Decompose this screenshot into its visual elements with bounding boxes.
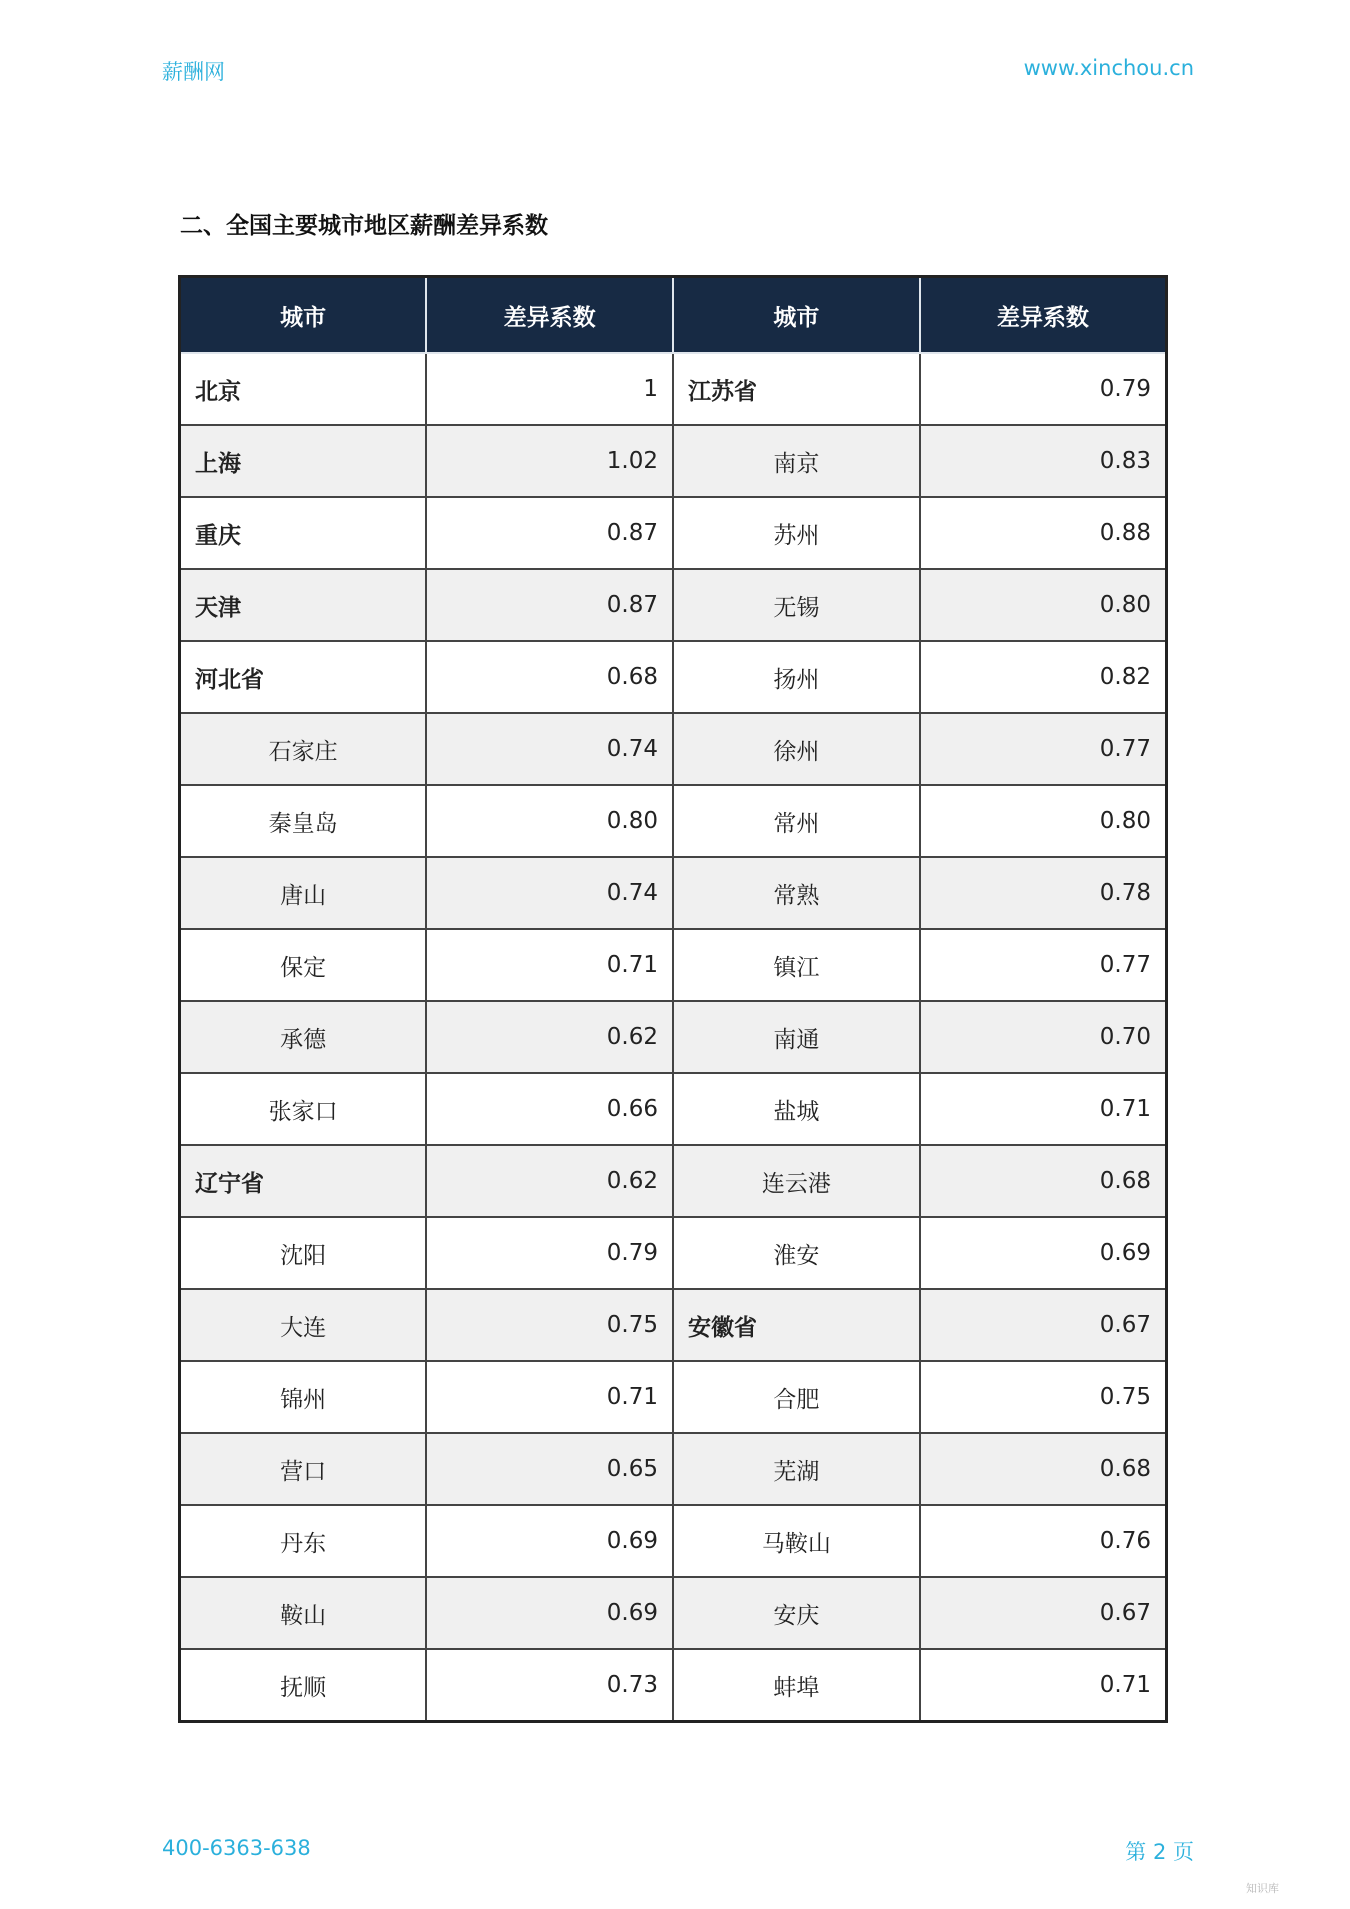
coefficient-cell: 0.79 [920,353,1167,425]
table-row [180,857,1167,929]
coefficient-cell: 0.76 [920,1505,1167,1577]
city-cell: 承德 [180,1001,427,1073]
province-cell: 江苏省 [673,353,920,425]
city-cell: 马鞍山 [673,1505,920,1577]
coefficient-cell: 0.88 [920,497,1167,569]
watermark: 知识库 [1246,1882,1279,1895]
footer-phone: 400-6363-638 [162,1836,311,1860]
table-row [180,1145,1167,1217]
city-cell: 盐城 [673,1073,920,1145]
coefficient-cell: 0.80 [920,569,1167,641]
city-cell: 苏州 [673,497,920,569]
coefficient-cell: 0.80 [426,785,673,857]
city-cell: 合肥 [673,1361,920,1433]
column-header: 城市 [180,277,427,354]
table-row [180,425,1167,497]
table-row [180,497,1167,569]
table-row [180,569,1167,641]
coefficient-cell: 0.71 [426,929,673,1001]
city-cell: 安庆 [673,1577,920,1649]
province-cell: 重庆 [180,497,427,569]
city-cell: 张家口 [180,1073,427,1145]
table-row [180,1361,1167,1433]
table-row [180,1649,1167,1722]
coefficient-cell: 0.73 [426,1649,673,1722]
coefficient-cell: 0.71 [920,1649,1167,1722]
table-body [180,353,1167,1722]
coefficient-cell: 0.69 [426,1505,673,1577]
city-cell: 鞍山 [180,1577,427,1649]
column-header: 差异系数 [920,277,1167,354]
coefficient-cell: 0.78 [920,857,1167,929]
province-cell: 安徽省 [673,1289,920,1361]
coefficient-cell: 0.82 [920,641,1167,713]
coefficient-cell: 0.68 [920,1433,1167,1505]
table-row [180,1505,1167,1577]
coefficient-cell: 0.65 [426,1433,673,1505]
site-name: 薪酬网 [162,60,225,84]
table-header-row [180,277,1167,354]
city-cell: 保定 [180,929,427,1001]
coefficient-cell: 0.67 [920,1289,1167,1361]
coefficient-cell: 0.87 [426,497,673,569]
table-row [180,713,1167,785]
coefficient-cell: 0.71 [426,1361,673,1433]
city-cell: 大连 [180,1289,427,1361]
city-cell: 南京 [673,425,920,497]
city-cell: 常州 [673,785,920,857]
city-cell: 连云港 [673,1145,920,1217]
city-cell: 唐山 [180,857,427,929]
table-row [180,785,1167,857]
coefficient-cell: 0.68 [920,1145,1167,1217]
table-row [180,353,1167,425]
coefficient-cell: 0.68 [426,641,673,713]
coefficient-cell: 1 [426,353,673,425]
coefficient-cell: 0.69 [920,1217,1167,1289]
coefficient-cell: 0.77 [920,929,1167,1001]
column-header: 城市 [673,277,920,354]
province-cell: 北京 [180,353,427,425]
city-cell: 芜湖 [673,1433,920,1505]
city-cell: 沈阳 [180,1217,427,1289]
coefficient-cell: 0.69 [426,1577,673,1649]
city-cell: 营口 [180,1433,427,1505]
table-row [180,1577,1167,1649]
province-cell: 上海 [180,425,427,497]
column-header: 差异系数 [426,277,673,354]
city-cell: 无锡 [673,569,920,641]
province-cell: 天津 [180,569,427,641]
salary-coefficient-table [178,275,1168,1723]
table-row [180,1073,1167,1145]
city-cell: 常熟 [673,857,920,929]
city-cell: 淮安 [673,1217,920,1289]
table-row [180,1217,1167,1289]
section-title: 二、全国主要城市地区薪酬差异系数 [180,213,548,239]
province-cell: 河北省 [180,641,427,713]
site-url: www.xinchou.cn [1023,56,1194,80]
table-row [180,641,1167,713]
city-cell: 扬州 [673,641,920,713]
city-cell: 抚顺 [180,1649,427,1722]
coefficient-cell: 0.67 [920,1577,1167,1649]
province-cell: 辽宁省 [180,1145,427,1217]
coefficient-cell: 0.87 [426,569,673,641]
city-cell: 南通 [673,1001,920,1073]
coefficient-cell: 0.70 [920,1001,1167,1073]
coefficient-cell: 0.79 [426,1217,673,1289]
coefficient-cell: 0.75 [920,1361,1167,1433]
coefficient-cell: 0.62 [426,1145,673,1217]
coefficient-cell: 0.74 [426,713,673,785]
coefficient-cell: 0.66 [426,1073,673,1145]
coefficient-cell: 1.02 [426,425,673,497]
footer-page-number: 第 2 页 [1125,1840,1194,1864]
city-cell: 徐州 [673,713,920,785]
table-row [180,929,1167,1001]
coefficient-cell: 0.62 [426,1001,673,1073]
city-cell: 蚌埠 [673,1649,920,1722]
coefficient-cell: 0.75 [426,1289,673,1361]
table-row [180,1001,1167,1073]
coefficient-cell: 0.80 [920,785,1167,857]
city-cell: 镇江 [673,929,920,1001]
coefficient-cell: 0.71 [920,1073,1167,1145]
coefficient-cell: 0.77 [920,713,1167,785]
table-row [180,1433,1167,1505]
city-cell: 石家庄 [180,713,427,785]
city-cell: 秦皇岛 [180,785,427,857]
coefficient-cell: 0.83 [920,425,1167,497]
city-cell: 丹东 [180,1505,427,1577]
city-cell: 锦州 [180,1361,427,1433]
table-row [180,1289,1167,1361]
coefficient-cell: 0.74 [426,857,673,929]
